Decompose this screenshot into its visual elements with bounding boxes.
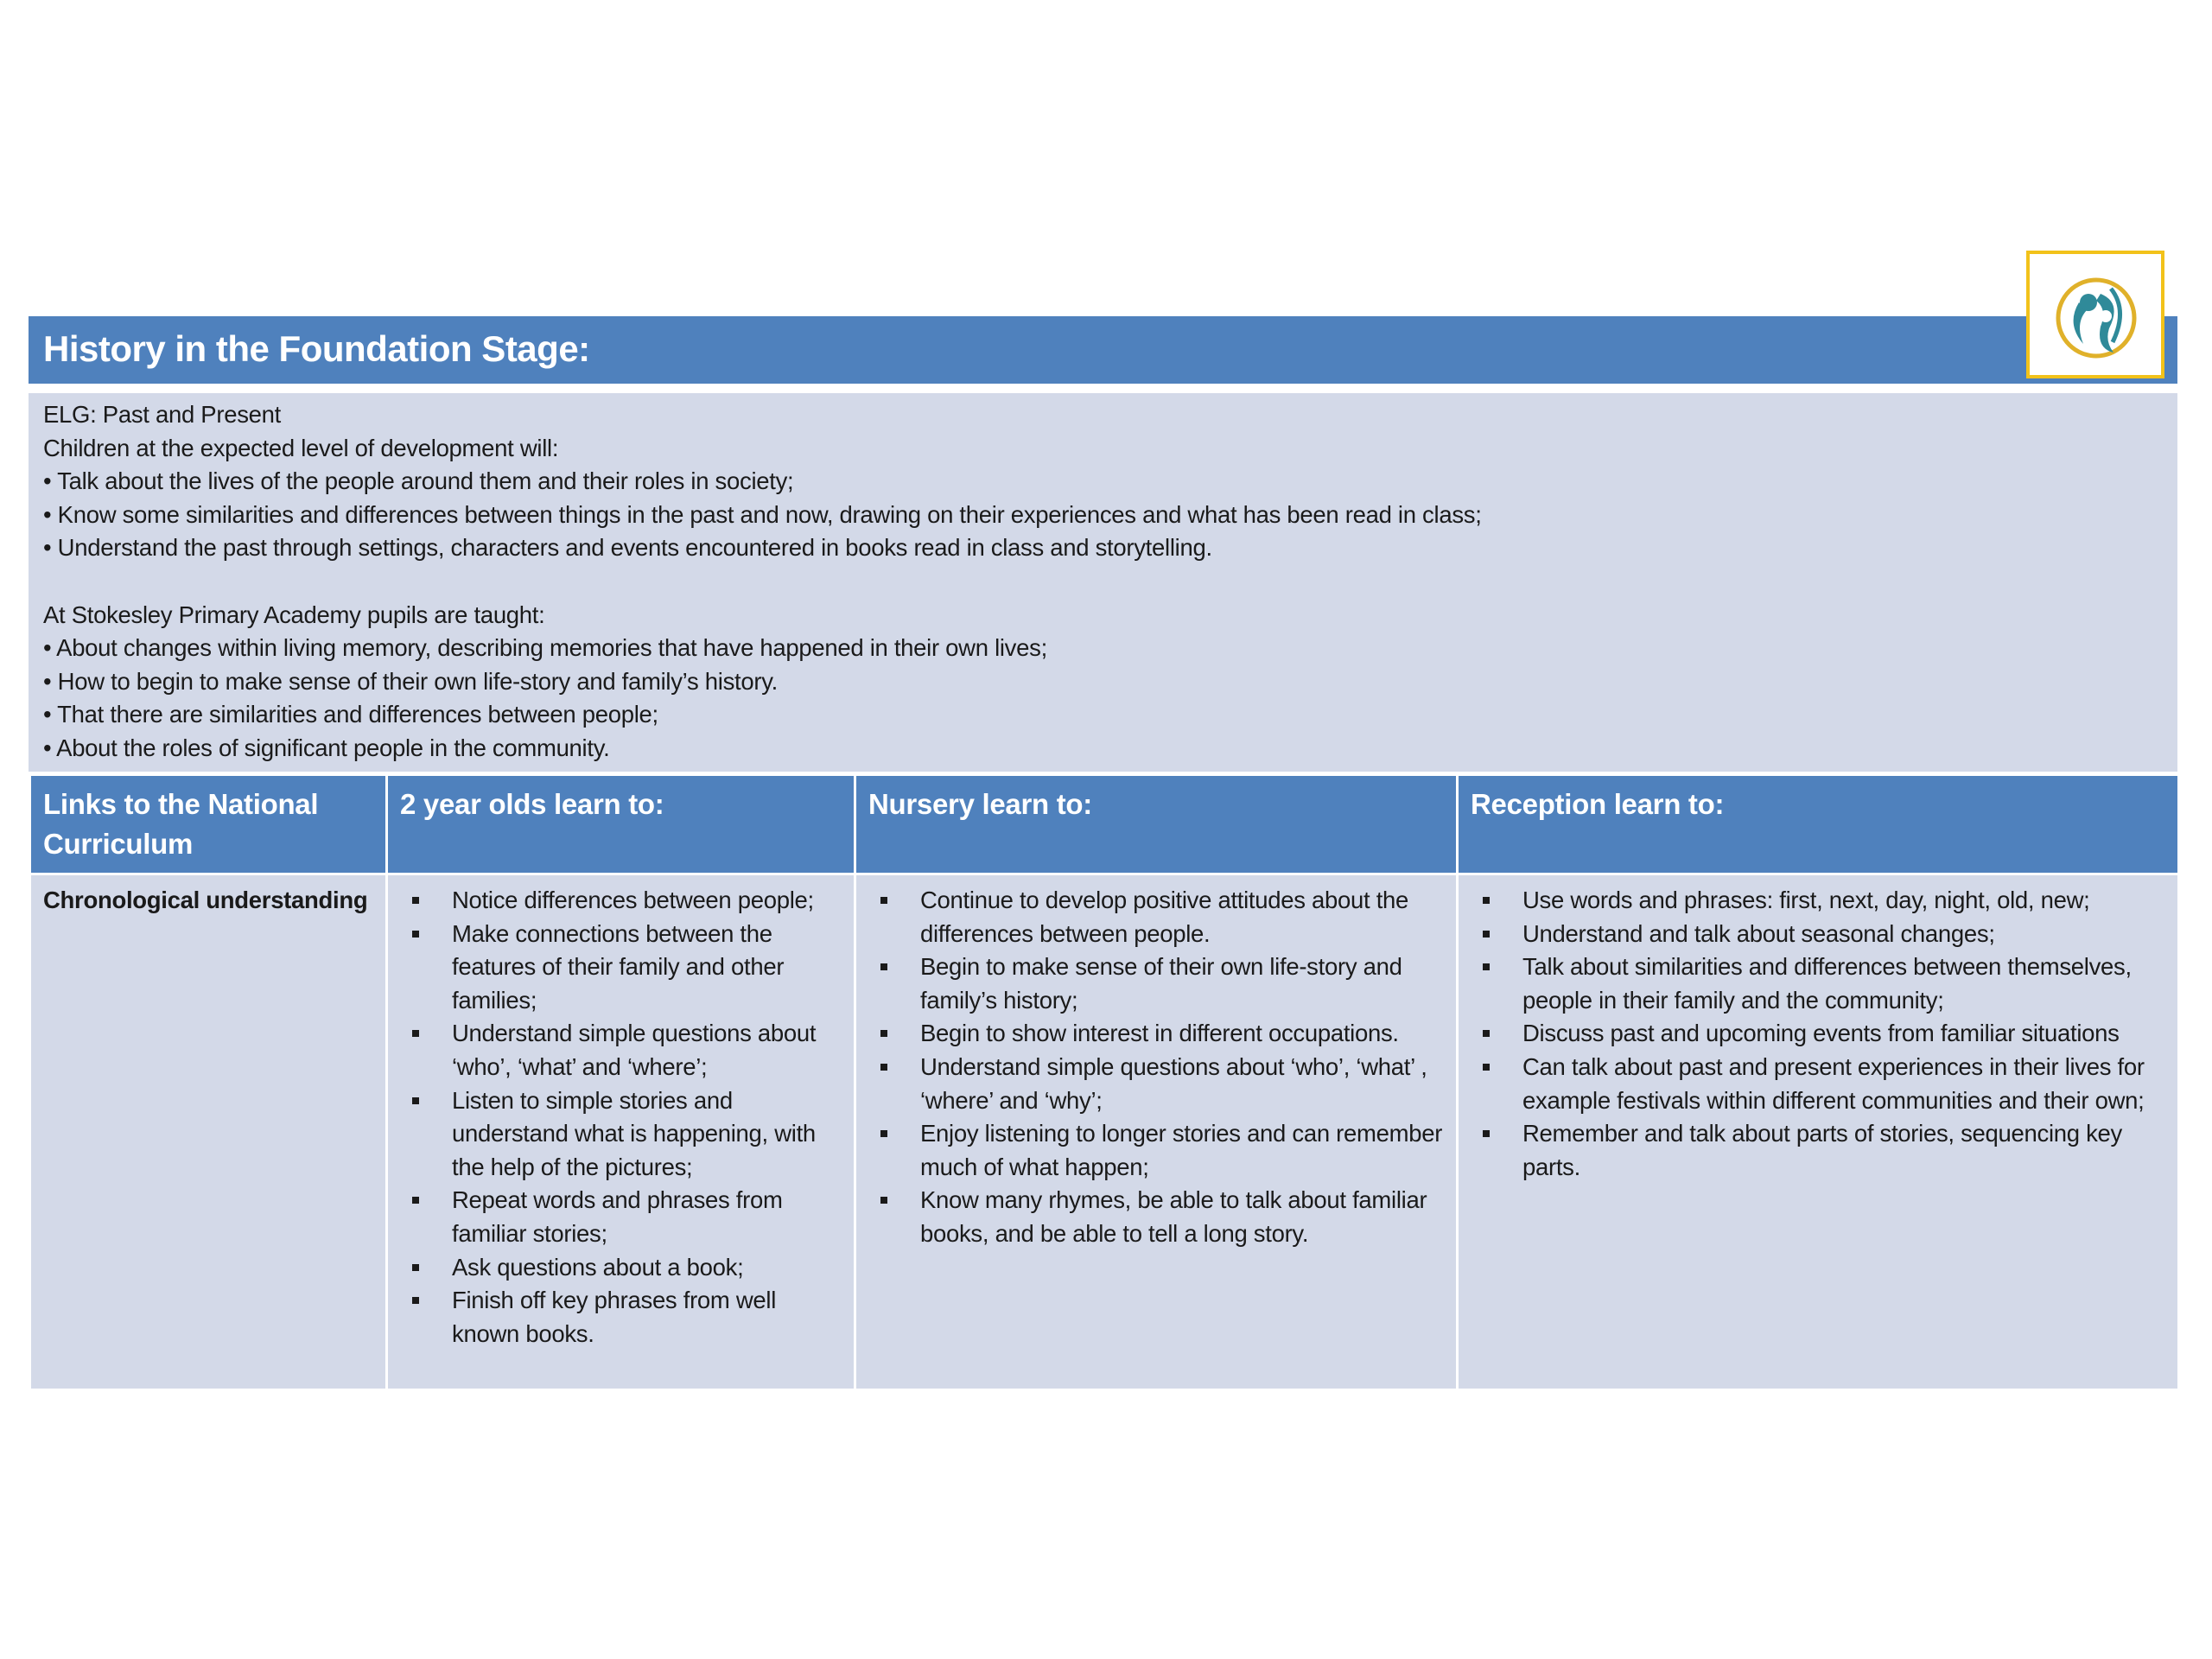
list-item: Use words and phrases: first, next, day, night, old, new; — [1479, 884, 2165, 918]
header-two-year-olds: 2 year olds learn to: — [387, 775, 855, 874]
intro-panel — [29, 393, 2177, 772]
taught-heading: At Stokesley Primary Academy pupils are taught: — [43, 601, 545, 628]
table-row — [30, 874, 2179, 1390]
list-item: Ask questions about a book; — [409, 1251, 842, 1285]
header-reception: Reception learn to: — [1458, 775, 2179, 874]
list-item: Can talk about past and present experiences in their lives for example festivals within different communities and their own; — [1479, 1051, 2165, 1117]
school-logo-icon — [2040, 259, 2152, 372]
two-year-olds-cell — [387, 874, 855, 1390]
table-header-row — [30, 775, 2179, 874]
list-item: Finish off key phrases from well known books. — [409, 1284, 842, 1351]
taught-point: • How to begin to make sense of their own life-story and family’s history. — [43, 667, 778, 695]
nursery-cell — [855, 874, 1458, 1390]
expected-point: • Know some similarities and differences between things in the past and now, drawing on their experiences and what has been read in class; — [43, 500, 1482, 528]
page-header — [29, 316, 2177, 384]
list-item: Understand and talk about seasonal changes; — [1479, 918, 2165, 951]
header-nursery: Nursery learn to: — [855, 775, 1458, 874]
list-item: Make connections between the features of their family and other families; — [409, 918, 842, 1018]
elg-heading: ELG: Past and Present — [43, 401, 281, 428]
list-item: Talk about similarities and differences between themselves, people in their family and the community; — [1479, 950, 2165, 1017]
list-item: Continue to develop positive attitudes about the differences between people. — [877, 884, 1444, 950]
list-item: Understand simple questions about ‘who’, ‘what’ and ‘where’; — [409, 1017, 842, 1084]
list-item: Begin to show interest in different occupations. — [877, 1017, 1444, 1051]
reception-cell — [1458, 874, 2179, 1390]
list-item: Enjoy listening to longer stories and can remember much of what happen; — [877, 1117, 1444, 1184]
list-item: Discuss past and upcoming events from familiar situations — [1479, 1017, 2165, 1051]
list-item: Repeat words and phrases from familiar stories; — [409, 1184, 842, 1250]
list-item: Remember and talk about parts of stories, sequencing key parts. — [1479, 1117, 2165, 1184]
school-logo — [2026, 251, 2164, 378]
list-item: Notice differences between people; — [409, 884, 842, 918]
list-item: Understand simple questions about ‘who’, ‘what’ , ‘where’ and ‘why’; — [877, 1051, 1444, 1117]
header-national-curriculum: Links to the National Curriculum — [30, 775, 387, 874]
taught-point: • About the roles of significant people in the community. — [43, 734, 610, 761]
taught-point: • That there are similarities and differences between people; — [43, 701, 658, 728]
row-label: Chronological understanding — [30, 874, 387, 1390]
expected-point: • Talk about the lives of the people around them and their roles in society; — [43, 467, 794, 495]
expected-heading: Children at the expected level of development will: — [43, 434, 559, 461]
expected-point: • Understand the past through settings, characters and events encountered in books read in class and storytelling. — [43, 534, 1212, 562]
list-item: Begin to make sense of their own life-story and family’s history; — [877, 950, 1444, 1017]
list-item: Know many rhymes, be able to talk about familiar books, and be able to tell a long story. — [877, 1184, 1444, 1250]
taught-point: • About changes within living memory, describing memories that have happened in their own lives; — [43, 634, 1047, 662]
list-item: Listen to simple stories and understand what is happening, with the help of the pictures; — [409, 1084, 842, 1185]
curriculum-table — [29, 773, 2180, 1391]
page-title: History in the Foundation Stage: — [43, 328, 590, 369]
